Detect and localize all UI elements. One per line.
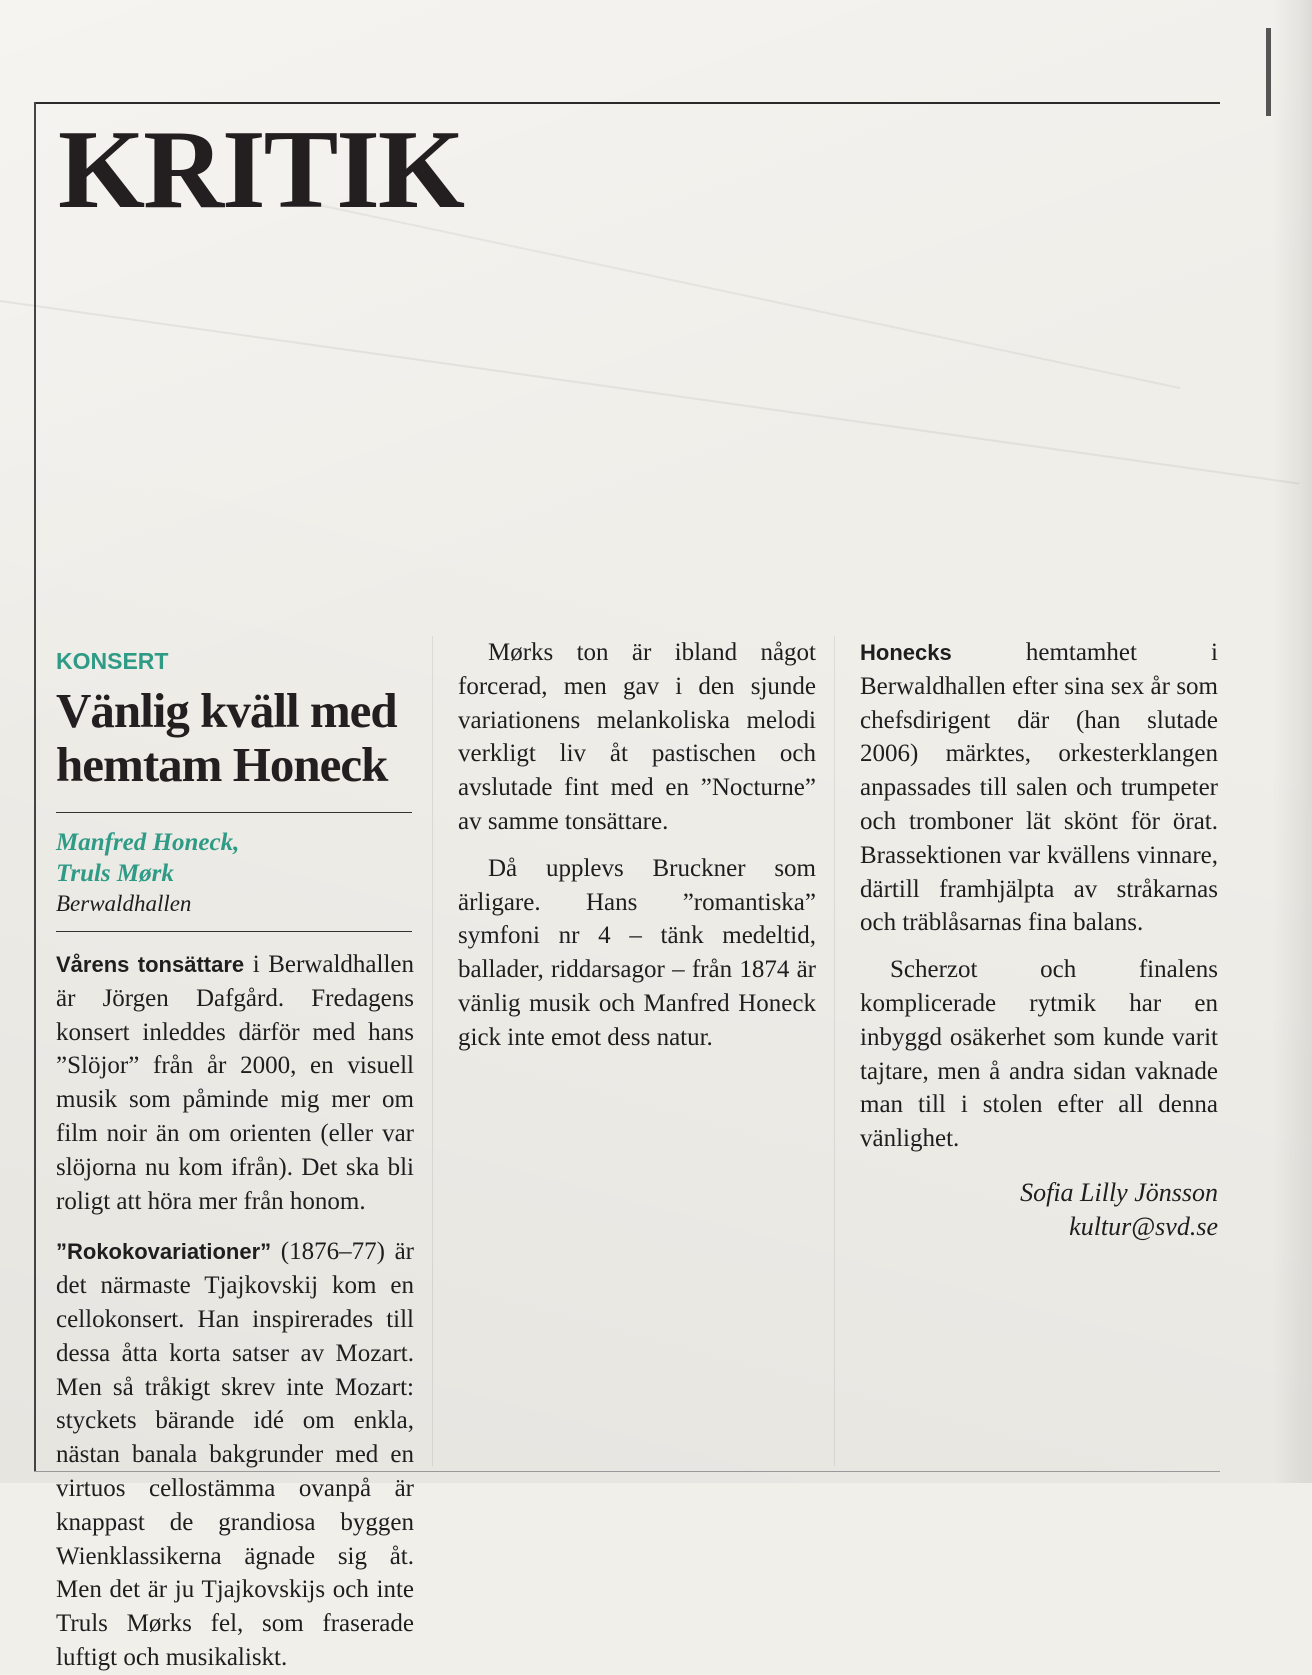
column-divider (432, 636, 433, 1466)
paragraph: Mørks ton är ibland något forcerad, men gav i den sjunde variationens melankoliska melodi verkligt liv åt pastischen och avslutade fint med en ”Nocturne” av samme tonsättare. (458, 639, 816, 835)
section-heading: KRITIK (58, 108, 463, 232)
category-label: KONSERT (56, 648, 169, 674)
paragraph: Då upplevs Bruckner som ärligare. Hans ”romantiska” symfoni nr 4 – tänk medeltid, ballader, riddarsagor – från 1874 är vänlig musik och Manfred Honeck gick inte emot dess natur. (458, 854, 816, 1051)
top-rule (34, 102, 1220, 104)
paragraph (860, 636, 1218, 940)
paragraph-lead: Honecks (860, 640, 952, 665)
column-divider (834, 636, 835, 1466)
author-email[interactable]: kultur@svd.se (1069, 1211, 1218, 1241)
credits (56, 827, 414, 919)
venue: Berwaldhallen (56, 891, 192, 916)
left-rule (34, 102, 36, 1472)
paragraph: Scherzot och finalens komplicerade rytmik har en inbyggd osäkerhet som kunde varit tajtare, men å andra sidan vaknade man till i stolen efter all denna vänlighet. (860, 956, 1218, 1153)
performer: Truls Mørk (56, 860, 174, 887)
edge-mark (1266, 28, 1271, 116)
article-column-3 (860, 636, 1218, 1244)
paragraph-text: (1876–77) är det närmaste Tjajkovskij kom en cellokonsert. Han inspirerades till dessa åtta korta satser av Mozart. Men så tråkigt skrev inte Mozart: styckets bärande idé om enkla, nästan banala bakgrunder med en virtuos cellostämma ovanpå är knappast de grandiosa byggen Wienklassikerna ägnade sig åt. Men det är ju Tjajkovskijs och inte Truls Mørks fel, som fraserade luftigt och musikaliskt. (56, 1238, 414, 1671)
author-name: Sofia Lilly Jönsson (1020, 1177, 1218, 1207)
paragraph-lead: Vårens tonsättare (56, 952, 245, 977)
article-column-1 (56, 636, 414, 1675)
headline (56, 684, 414, 792)
divider (56, 931, 412, 932)
paper-crease (0, 300, 1299, 485)
performer: Manfred Honeck, (56, 829, 240, 856)
headline-line: hemtam Honeck (56, 737, 388, 792)
divider (56, 812, 412, 813)
article-column-2 (458, 636, 816, 1055)
torn-edge (1272, 0, 1312, 1483)
byline (860, 1176, 1218, 1244)
paragraph-text: i Berwaldhallen är Jörgen Dafgård. Fredagens konsert inleddes därför med hans ”Slöjor” från år 2000, en visuell musik som påminde mig mer om film noir än om orienten (eller var slöjorna nu kom ifrån). Det ska bli roligt att höra mer från honom. (56, 951, 414, 1215)
paragraph-lead: ”Rokokovariationer” (56, 1239, 272, 1265)
headline-line: Vänlig kväll med (56, 683, 397, 738)
paragraph-text: hemtamhet i Berwaldhallen efter sina sex år som chefsdirigent där (han slutade 2006) märktes, orkesterklangen anpassades till salen och trumpeter och tromboner lät skönt för örat. Brassektionen var kvällens vinnare, därtill framhjälpta av stråkarnas och träblåsarnas fina balans. (860, 639, 1218, 937)
paragraph (56, 1235, 414, 1674)
paragraph (56, 948, 414, 1218)
